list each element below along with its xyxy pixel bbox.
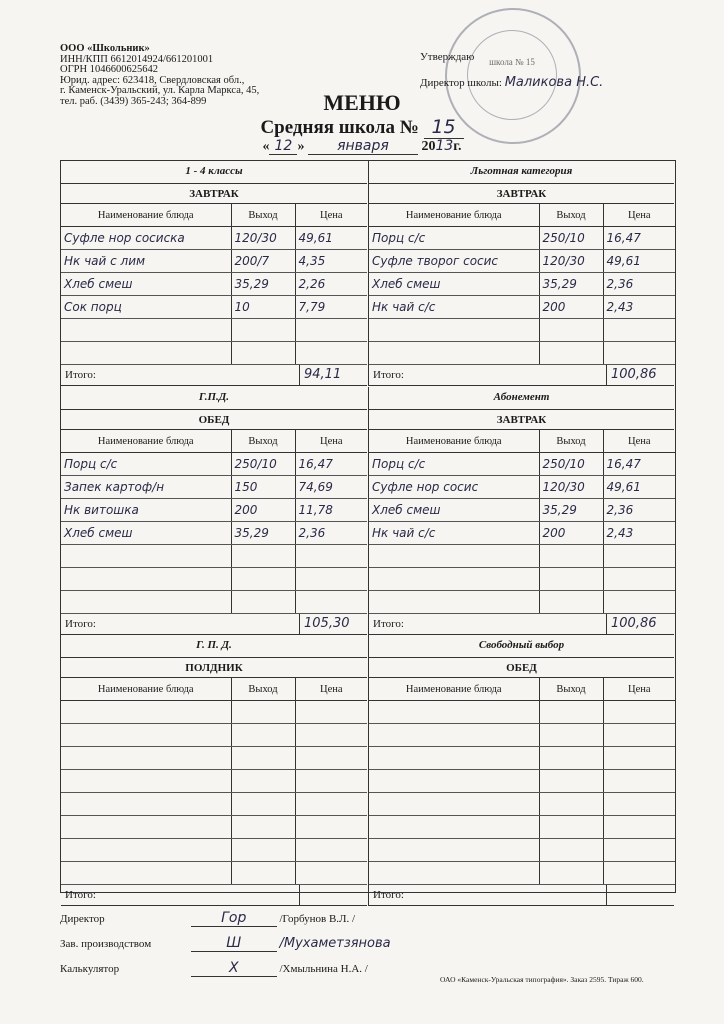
dish-name [61, 793, 231, 816]
dish-yield [231, 839, 295, 862]
table-row [369, 476, 675, 499]
dish-price: 2,26 [295, 273, 367, 296]
date-line: « 12 » января 2013г. [262, 138, 462, 154]
table-header-row [61, 678, 367, 701]
signature-role: Зав. производством [60, 938, 152, 950]
dish-price: 49,61 [603, 476, 675, 499]
dish-yield [231, 342, 295, 365]
col-header-name: Наименование блюда [61, 430, 231, 453]
col-header-yield: Выход [231, 678, 295, 701]
menu-table [369, 430, 675, 614]
signature-row [60, 935, 391, 952]
category-label: Льготная категория [470, 165, 573, 177]
dish-price [603, 545, 675, 568]
col-header-price: Цена [295, 204, 367, 227]
table-row [61, 342, 367, 365]
dish-price: 49,61 [295, 227, 367, 250]
total-value: 105,30 [299, 614, 367, 634]
table-header-row [369, 678, 675, 701]
dish-yield [539, 793, 603, 816]
dish-yield [539, 839, 603, 862]
org-line: ИНН/КПП 6612014924/661201001 [60, 53, 214, 65]
dish-price [603, 770, 675, 793]
dish-yield [539, 342, 603, 365]
dish-name [61, 770, 231, 793]
col-header-name: Наименование блюда [369, 204, 539, 227]
col-header-name: Наименование блюда [369, 430, 539, 453]
approve-label: Утверждаю [420, 51, 475, 63]
col-header-yield: Выход [539, 204, 603, 227]
dish-yield: 120/30 [539, 250, 603, 273]
table-row [61, 296, 367, 319]
total-value [299, 885, 367, 905]
print-footer: ОАО «Каменск-Уральская типография». Заказ 2595. Тираж 600. [440, 975, 644, 984]
dish-yield [231, 862, 295, 885]
table-row [369, 591, 675, 614]
dish-name: Нк витошка [61, 499, 231, 522]
dish-name [61, 545, 231, 568]
col-header-price: Цена [603, 430, 675, 453]
table-row [61, 839, 367, 862]
dish-name [369, 839, 539, 862]
dish-name [61, 816, 231, 839]
dish-yield [231, 793, 295, 816]
table-header-row [369, 430, 675, 453]
total-value: 100,86 [606, 614, 674, 634]
dish-price: 7,79 [295, 296, 367, 319]
signature-mark: Гор [191, 910, 277, 927]
table-row [369, 862, 675, 885]
table-row [369, 816, 675, 839]
dish-price: 2,36 [603, 499, 675, 522]
signature-mark: Х [191, 960, 277, 977]
dish-name [61, 568, 231, 591]
dish-price: 74,69 [295, 476, 367, 499]
meal-label: ПОЛДНИК [61, 657, 367, 680]
signature-name: /Мухаметзянова [279, 936, 391, 951]
panel-header [369, 635, 674, 678]
dish-yield: 200 [539, 522, 603, 545]
table-row [61, 770, 367, 793]
panel-header [369, 161, 674, 204]
signature-name: /Горбунов В.Л. / [279, 913, 356, 925]
dish-price [603, 724, 675, 747]
dish-yield [231, 568, 295, 591]
total-label: Итого: [65, 889, 96, 901]
table-row [369, 319, 675, 342]
dish-price [295, 591, 367, 614]
dish-price: 2,43 [603, 522, 675, 545]
total-value: 100,86 [606, 365, 674, 385]
table-header-row [369, 204, 675, 227]
dish-yield: 250/10 [539, 227, 603, 250]
signature-row [60, 910, 355, 927]
table-row [369, 342, 675, 365]
col-header-yield: Выход [539, 430, 603, 453]
table-row [369, 839, 675, 862]
total-label: Итого: [373, 889, 404, 901]
dish-yield: 35,29 [231, 273, 295, 296]
dish-name [369, 862, 539, 885]
total-label: Итого: [65, 369, 96, 381]
dish-yield [539, 816, 603, 839]
stamp-text: школа № 15 [489, 57, 535, 67]
dish-name [369, 816, 539, 839]
subtitle-text: Средняя школа № [260, 117, 419, 138]
dish-name [369, 568, 539, 591]
dish-name [369, 591, 539, 614]
dish-yield: 250/10 [539, 453, 603, 476]
col-header-price: Цена [603, 678, 675, 701]
dish-yield [231, 319, 295, 342]
dish-yield [539, 319, 603, 342]
table-row [369, 296, 675, 319]
dish-price [603, 342, 675, 365]
dish-name [369, 319, 539, 342]
org-line: ОГРН 1046600625642 [60, 64, 158, 75]
dish-price [295, 839, 367, 862]
total-value: 94,11 [299, 365, 367, 385]
dish-name: Запек картоф/н [61, 476, 231, 499]
table-row [61, 793, 367, 816]
col-header-yield: Выход [539, 678, 603, 701]
dish-name: Нк чай с/с [369, 296, 539, 319]
dish-price [295, 747, 367, 770]
menu-table [369, 204, 675, 365]
total-row [61, 365, 367, 386]
dish-price [603, 839, 675, 862]
table-row [369, 227, 675, 250]
dish-name [369, 793, 539, 816]
dish-price: 2,43 [603, 296, 675, 319]
dish-yield [539, 545, 603, 568]
dish-price [603, 591, 675, 614]
dish-name [369, 747, 539, 770]
table-row [61, 227, 367, 250]
panel-header [61, 635, 367, 678]
dish-name [369, 701, 539, 724]
dish-name [61, 701, 231, 724]
dish-name: Хлеб смеш [61, 522, 231, 545]
dish-yield: 200 [539, 296, 603, 319]
panel-header [61, 161, 367, 204]
table-row [369, 499, 675, 522]
dish-name: Нк чай с/с [369, 522, 539, 545]
signature-role: Калькулятор [60, 963, 120, 975]
dish-price [295, 770, 367, 793]
dish-name: Суфле нор сосис [369, 476, 539, 499]
dish-name: Сок порц [61, 296, 231, 319]
school-number: 15 [424, 116, 464, 139]
meal-label: ЗАВТРАК [369, 409, 674, 432]
dish-price [603, 793, 675, 816]
table-row [369, 724, 675, 747]
org-line: г. Каменск-Уральский, ул. Карла Маркса, 45, [60, 85, 260, 96]
table-row [369, 747, 675, 770]
dish-name: Суфле творог сосис [369, 250, 539, 273]
dish-name: Порц с/с [369, 227, 539, 250]
dish-yield: 120/30 [231, 227, 295, 250]
table-row [369, 453, 675, 476]
table-row [61, 701, 367, 724]
table-row [61, 250, 367, 273]
dish-name [369, 342, 539, 365]
category-label: Г.П.Д. [198, 391, 230, 403]
dish-yield: 200/7 [231, 250, 295, 273]
signature-name: /Хмыльнина Н.А. / [279, 963, 368, 975]
menu-table [61, 204, 367, 365]
dish-name: Порц с/с [61, 453, 231, 476]
table-header-row [61, 430, 367, 453]
dish-price [295, 545, 367, 568]
dish-yield: 35,29 [539, 499, 603, 522]
signature-row [60, 960, 368, 977]
menu-table [369, 678, 675, 885]
dish-yield: 150 [231, 476, 295, 499]
table-row [369, 568, 675, 591]
dish-price: 11,78 [295, 499, 367, 522]
dish-yield [231, 591, 295, 614]
table-row [61, 522, 367, 545]
date-month: января [308, 138, 418, 155]
date-suffix: г. [453, 139, 462, 154]
dish-yield [231, 747, 295, 770]
dish-price [295, 724, 367, 747]
table-header-row [61, 204, 367, 227]
table-row [61, 816, 367, 839]
col-header-name: Наименование блюда [369, 678, 539, 701]
dish-yield [231, 724, 295, 747]
table-row [369, 701, 675, 724]
org-line: тел. раб. (3439) 365-243; 364-899 [60, 95, 207, 107]
table-row [61, 476, 367, 499]
director-label: Директор школы: [420, 77, 502, 89]
dish-yield [539, 701, 603, 724]
director-signature: Маликова Н.С. [504, 75, 604, 90]
dish-name: Хлеб смеш [61, 273, 231, 296]
table-row [369, 545, 675, 568]
dish-name [61, 862, 231, 885]
panel-1-4-grades [61, 161, 367, 386]
dish-price [603, 568, 675, 591]
panel-subscription [368, 387, 674, 635]
dish-name: Суфле нор сосиска [61, 227, 231, 250]
col-header-yield: Выход [231, 204, 295, 227]
dish-name [369, 724, 539, 747]
signature-role: Директор [60, 913, 105, 925]
meal-label: ОБЕД [61, 409, 367, 432]
col-header-price: Цена [603, 204, 675, 227]
dish-price: 2,36 [603, 273, 675, 296]
dish-price [295, 793, 367, 816]
col-header-price: Цена [295, 678, 367, 701]
meal-label: ЗАВТРАК [369, 183, 674, 206]
dish-yield [539, 724, 603, 747]
total-value [606, 885, 674, 905]
dish-yield [231, 701, 295, 724]
dish-price [603, 816, 675, 839]
panel-header [369, 387, 674, 430]
col-header-name: Наименование блюда [61, 678, 231, 701]
category-label: Свободный выбор [478, 639, 565, 651]
dish-name [369, 545, 539, 568]
dish-yield: 120/30 [539, 476, 603, 499]
dish-name: Хлеб смеш [369, 273, 539, 296]
table-row [61, 591, 367, 614]
dish-yield: 250/10 [231, 453, 295, 476]
col-header-price: Цена [295, 430, 367, 453]
dish-yield [539, 747, 603, 770]
table-row [369, 273, 675, 296]
dish-price: 49,61 [603, 250, 675, 273]
table-row [369, 522, 675, 545]
dish-price [603, 701, 675, 724]
dish-name [369, 770, 539, 793]
dish-yield [231, 816, 295, 839]
total-label: Итого: [373, 618, 404, 630]
approval-block [420, 44, 603, 96]
dish-price [295, 568, 367, 591]
panel-gpd-snack [61, 635, 367, 906]
table-row [369, 770, 675, 793]
dish-price [603, 747, 675, 770]
dish-yield [231, 770, 295, 793]
dish-yield: 10 [231, 296, 295, 319]
dish-yield [231, 545, 295, 568]
date-day: 12 [269, 138, 297, 155]
total-label: Итого: [65, 618, 96, 630]
dish-name: Хлеб смеш [369, 499, 539, 522]
col-header-yield: Выход [231, 430, 295, 453]
table-row [369, 250, 675, 273]
dish-price: 16,47 [603, 453, 675, 476]
dish-price [295, 342, 367, 365]
table-row [61, 453, 367, 476]
dish-price [295, 701, 367, 724]
dish-price: 4,35 [295, 250, 367, 273]
dish-price [295, 319, 367, 342]
table-row [369, 793, 675, 816]
table-row [61, 568, 367, 591]
table-row [61, 724, 367, 747]
dish-name [61, 319, 231, 342]
dish-price [295, 816, 367, 839]
dish-name [61, 591, 231, 614]
dish-name: Нк чай с лим [61, 250, 231, 273]
table-row [61, 747, 367, 770]
meal-label: ЗАВТРАК [61, 183, 367, 206]
table-row [61, 499, 367, 522]
org-name: ООО «Школьник» [60, 43, 150, 54]
dish-yield: 35,29 [231, 522, 295, 545]
meal-label: ОБЕД [369, 657, 674, 680]
dish-price [603, 319, 675, 342]
page-subtitle [0, 116, 724, 139]
dish-yield [539, 591, 603, 614]
dish-price: 16,47 [295, 453, 367, 476]
dish-yield [539, 770, 603, 793]
dish-yield: 200 [231, 499, 295, 522]
dish-name: Порц с/с [369, 453, 539, 476]
total-row [369, 365, 674, 386]
category-label: 1 - 4 классы [185, 165, 243, 177]
dish-name [61, 342, 231, 365]
dish-yield [539, 862, 603, 885]
table-row [61, 319, 367, 342]
category-label: Абонемент [493, 391, 550, 403]
table-row [61, 545, 367, 568]
panel-gpd-lunch [61, 387, 367, 635]
col-header-name: Наименование блюда [61, 204, 231, 227]
dish-name [61, 747, 231, 770]
dish-price [603, 862, 675, 885]
menu-grid [60, 160, 676, 901]
category-label: Г. П. Д. [196, 639, 232, 651]
menu-table [61, 430, 367, 614]
dish-price [295, 862, 367, 885]
org-line: Юрид. адрес: 623418, Свердловская обл., [60, 74, 245, 86]
total-row [369, 885, 674, 906]
dish-price: 2,36 [295, 522, 367, 545]
total-row [369, 614, 674, 635]
dish-price: 16,47 [603, 227, 675, 250]
dish-yield [539, 568, 603, 591]
menu-table [61, 678, 367, 885]
total-label: Итого: [373, 369, 404, 381]
table-row [61, 862, 367, 885]
table-row [61, 273, 367, 296]
total-row [61, 885, 367, 906]
date-year-suffix: 13 [435, 138, 454, 154]
panel-header [61, 387, 367, 430]
panel-benefit-category [368, 161, 674, 386]
date-year-prefix: 20 [421, 139, 436, 154]
page-title: МЕНЮ [323, 90, 401, 115]
total-row [61, 614, 367, 635]
dish-name [61, 839, 231, 862]
panel-free-choice [368, 635, 674, 906]
dish-yield: 35,29 [539, 273, 603, 296]
signature-mark: Ш [191, 935, 277, 952]
dish-name [61, 724, 231, 747]
